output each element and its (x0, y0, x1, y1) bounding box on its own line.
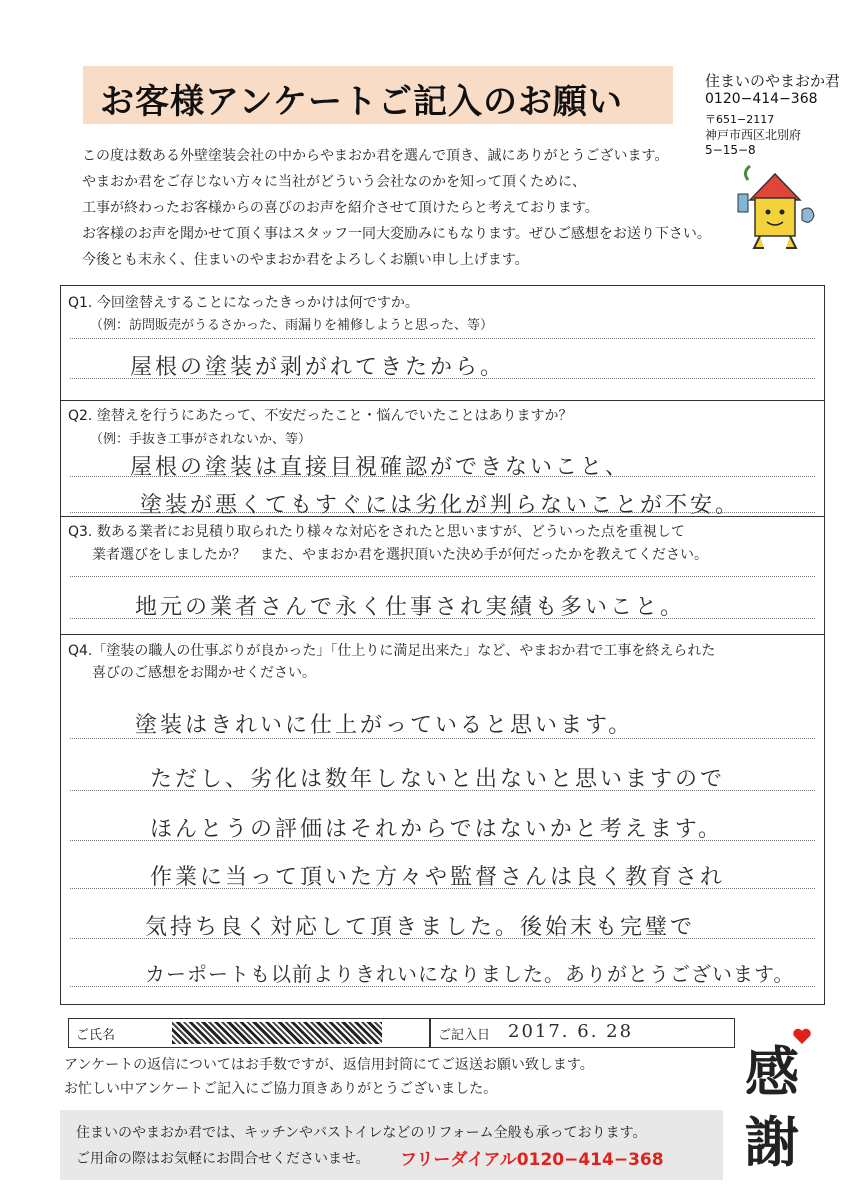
q4-answer-line: 塗装はきれいに仕上がっていると思います。 (135, 713, 634, 738)
answer-line (70, 986, 815, 987)
q1-question: Q1. 今回塗替えすることになったきっかけは何ですか。 (68, 295, 419, 311)
redacted-name (172, 1022, 382, 1044)
answer-line (70, 512, 815, 513)
answer-line (70, 576, 815, 577)
answer-line (70, 840, 815, 841)
page-title: お客様アンケートご記入のお願い (100, 82, 623, 122)
answer-line (70, 476, 815, 477)
intro-line: やまおか君をご存じない方々に当社がどういう会社なのかを知って頂くために、 (82, 174, 586, 190)
section-divider (60, 634, 825, 635)
q4-answer-line: ほんとうの評価はそれからではないかと考えます。 (150, 817, 724, 842)
section-divider (60, 516, 825, 517)
q4-question: Q4.「塗装の職人の仕事ぶりが良かった」「仕上りに満足出来た」など、やまおか君で工事を終えられた (68, 643, 716, 659)
q2-answer-line: 塗装が悪くてもすぐには劣化が判らないことが不安。 (140, 493, 741, 518)
q4-question-line2: 喜びのご感想をお聞かせください。 (92, 665, 316, 681)
q2-example: （例：手抜き工事がされないか、等） (90, 432, 312, 447)
q3-answer: 地元の業者さんで永く仕事され実績も多いこと。 (135, 595, 686, 620)
answer-line (70, 938, 815, 939)
stamp-sha: 謝 (745, 1110, 799, 1174)
q4-answer-line: ただし、劣化は数年しないと出ないと思いますので (150, 767, 726, 792)
intro-line: この度は数ある外壁塗装会社の中からやまおか君を選んで頂き、誠にありがとうございます。 (82, 148, 669, 164)
q4-answer-line: カーポートも以前よりきれいになりました。ありがとうございます。 (145, 962, 795, 986)
company-phone: 0120−414−368 (705, 91, 818, 107)
intro-line: お客様のお声を聞かせて頂く事はスタッフ一同大変励みにもなります。ぜひご感想をお送り下さい。 (82, 226, 711, 242)
footer-line2: ご用命の際はお気軽にお問合せくださいませ。 (76, 1151, 370, 1167)
q1-example: （例：訪問販売がうるさかった、雨漏りを補修しようと思った、等） (90, 318, 494, 333)
answer-line (70, 738, 815, 739)
freedial-number: フリーダイアル0120−414−368 (400, 1150, 664, 1170)
company-postal: 〒651−2117 (705, 113, 775, 126)
answer-line (70, 888, 815, 889)
date-value: 2017. 6. 28 (508, 1021, 634, 1042)
answer-line (70, 378, 815, 379)
closing-line: お忙しい中アンケートご記入にご協力頂きありがとうございました。 (64, 1081, 498, 1097)
section-divider (60, 400, 825, 401)
intro-line: 工事が終わったお客様からの喜びのお声を紹介させて頂けたらと考えております。 (82, 200, 599, 216)
q3-question-line2: 業者選びをしましたか？ また、やまおか君を選択頂いた決め手が何だったかを教えてください。 (92, 547, 708, 563)
mascot-house-icon (730, 160, 820, 255)
q1-answer: 屋根の塗装が剥がれてきたから。 (130, 355, 506, 380)
q2-answer-line: 屋根の塗装は直接目視確認ができないこと、 (130, 455, 631, 480)
company-address-1: 神戸市西区北別府 (705, 128, 802, 142)
answer-line (70, 618, 815, 619)
answer-line (70, 790, 815, 791)
footer-line1: 住まいのやまおか君では、キッチンやバストイレなどのリフォーム全般も承っております。 (76, 1125, 647, 1141)
stamp-kan: 感 (745, 1040, 799, 1104)
q4-answer-line: 作業に当って頂いた方々や監督さんは良く教育され (150, 865, 726, 890)
q2-question: Q2. 塗替えを行うにあたって、不安だったこと・悩んでいたことはありますか？ (68, 408, 573, 424)
q3-question: Q3. 数ある業者にお見積り取られたり様々な対応をされたと思いますが、どういった点を重視して (68, 524, 685, 540)
answer-line (70, 338, 815, 339)
company-name: 住まいのやまおか君 (705, 72, 841, 90)
company-address-2: 5−15−8 (705, 143, 756, 157)
name-label: ご氏名 (76, 1028, 116, 1043)
intro-line: 今後とも末永く、住まいのやまおか君をよろしくお願い申し上げます。 (82, 252, 529, 268)
date-label: ご記入日 (438, 1028, 491, 1043)
q4-answer-line: 気持ち良く対応して頂きました。後始末も完璧で (145, 915, 696, 940)
closing-line: アンケートの返信についてはお手数ですが、返信用封筒にてご返送お願い致します。 (64, 1057, 594, 1073)
